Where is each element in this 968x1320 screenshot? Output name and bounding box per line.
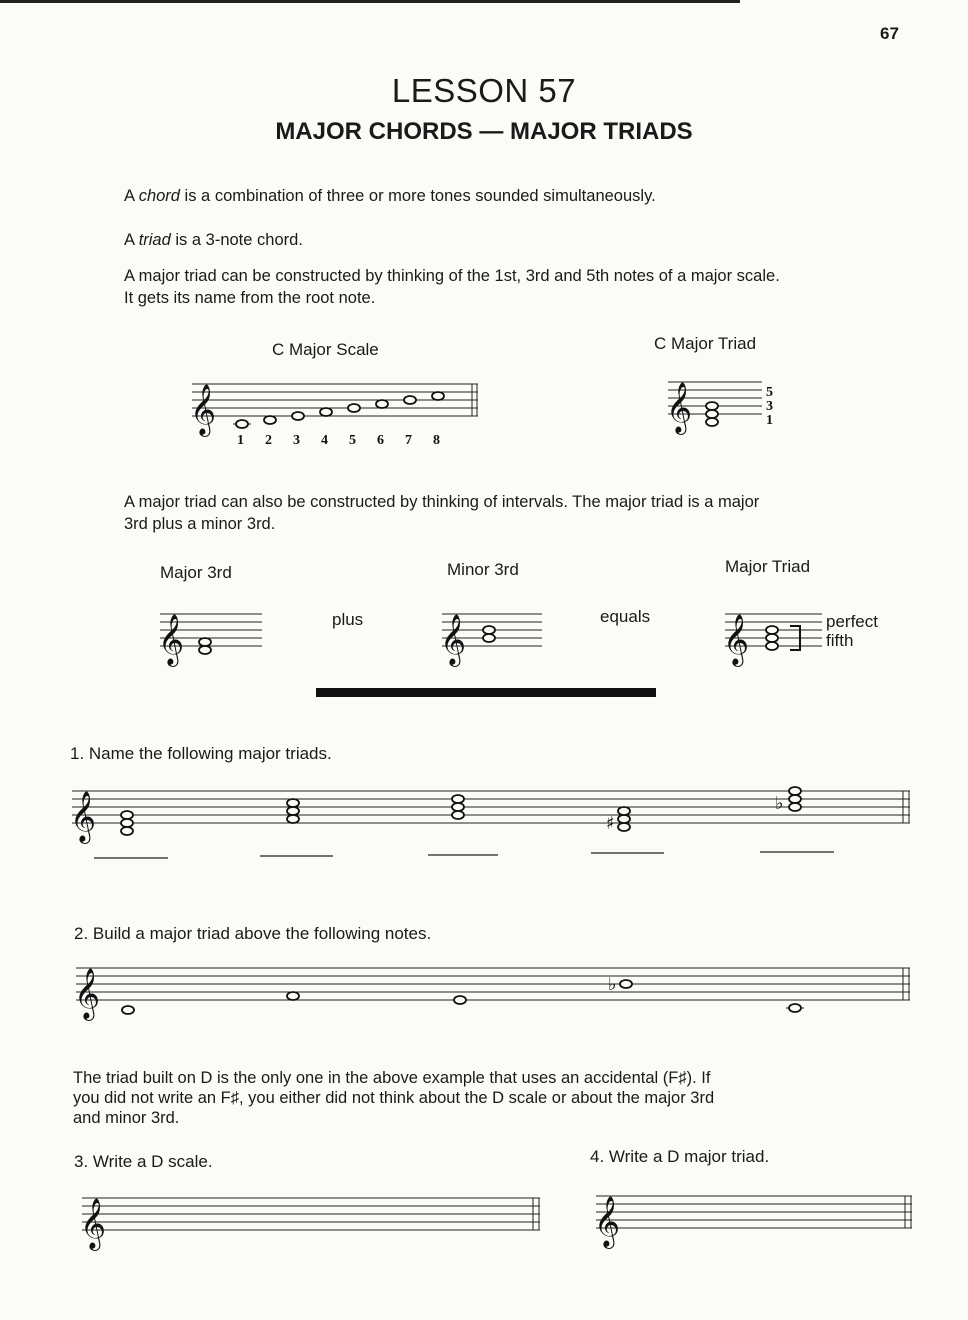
section-divider [316,688,656,697]
c-major-scale-label: C Major Scale [272,340,379,359]
note [199,638,211,646]
degree: 3 [766,399,773,414]
degree: 4 [321,433,328,448]
question-3-label: 3. Write a D scale. [74,1152,213,1171]
note [348,404,360,412]
major-3rd-label: Major 3rd [160,563,232,582]
note [121,811,133,819]
perfect-fifth-label [826,612,878,650]
c-major-scale-staff [190,384,478,437]
question-4-label: 4. Write a D major triad. [590,1147,770,1166]
note [620,980,632,988]
explanation-line-1: The triad built on D is the only one in the above example that uses an accidental (F♯). If [73,1069,711,1087]
note [287,992,299,1000]
flat-icon: ♭ [775,793,784,814]
scale-degree-numbers [237,433,440,448]
note [766,634,778,642]
note [199,646,211,654]
text-run: is a combination of three or more tones sounded simultaneously. [179,187,656,205]
treble-clef-icon: 𝄞 [70,791,97,842]
note [789,1004,801,1012]
note [452,803,464,811]
q1-staff [70,787,910,844]
note [454,996,466,1004]
page-number: 67 [880,24,899,43]
explanation-line-3: and minor 3rd. [73,1109,180,1127]
note [766,626,778,634]
note [452,795,464,803]
minor-3rd-label: Minor 3rd [447,560,519,579]
question-1-label: 1. Name the following major triads. [70,744,332,763]
c-major-triad-label: C Major Triad [654,334,757,353]
note [706,410,718,418]
intervals-text-1: A major triad can also be constructed by thinking of intervals. The major triad is a major [124,493,760,511]
question-2-label: 2. Build a major triad above the following notes. [74,924,432,943]
note [122,1006,134,1014]
note [766,642,778,650]
note [452,811,464,819]
q1-answer-blanks [94,852,834,858]
major-triad-staff [723,614,822,667]
note [432,392,444,400]
text-run: is a 3-note chord. [170,231,303,249]
note [320,408,332,416]
degree: 5 [766,385,773,400]
note [483,626,495,634]
degree: 3 [293,433,300,448]
treble-clef-icon: 𝄞 [594,1196,621,1247]
c-major-triad-staff [666,382,773,435]
note [287,815,299,823]
note [618,815,630,823]
treble-clef-icon: 𝄞 [440,614,467,665]
treble-clef-icon: 𝄞 [666,382,693,433]
plus-word: plus [332,610,364,629]
intervals-text-2: 3rd plus a minor 3rd. [124,515,276,533]
note [264,416,276,424]
note [483,634,495,642]
note [789,795,801,803]
note [287,807,299,815]
sharp-icon: ♯ [606,813,615,834]
note [121,827,133,835]
note [706,418,718,426]
note [121,819,133,827]
note [618,823,630,831]
equals-word: equals [600,607,651,626]
q4-staff [594,1196,912,1249]
treble-clef-icon: 𝄞 [190,384,217,435]
note [376,400,388,408]
degree: 7 [405,433,412,448]
major-triad-text-2: It gets its name from the root note. [124,289,376,307]
q2-staff [74,968,910,1021]
note [789,803,801,811]
degree: 1 [766,413,773,428]
term-triad: triad [138,231,171,249]
degree: 8 [433,433,440,448]
lesson-subtitle: MAJOR CHORDS — MAJOR TRIADS [275,118,693,145]
minor-3rd-staff [440,614,542,667]
degree: 1 [237,433,244,448]
explanation-line-2: you did not write an F♯, you either did not think about the D scale or about the major 3rd [73,1089,715,1107]
treble-clef-icon: 𝄞 [723,614,750,665]
note [404,396,416,404]
term-chord: chord [138,187,180,205]
degree: 5 [349,433,356,448]
treble-clef-icon: 𝄞 [158,614,185,665]
note [618,807,630,815]
fifth-word: fifth [826,631,854,650]
treble-clef-icon: 𝄞 [80,1198,107,1249]
note [236,420,248,428]
major-triad-text-1: A major triad can be constructed by thinking of the 1st, 3rd and 5th notes of a major scale. [124,267,780,285]
degree: 6 [377,433,384,448]
degree: 2 [265,433,272,448]
note [789,787,801,795]
note [287,799,299,807]
q3-staff [80,1198,540,1251]
treble-clef-icon: 𝄞 [74,968,101,1019]
major-3rd-staff [158,614,262,667]
note [292,412,304,420]
perfect-word: perfect [826,612,878,631]
text-run: A [124,231,139,249]
note [706,402,718,410]
major-triad-label: Major Triad [725,557,811,576]
text-run: A [124,187,139,205]
flat-icon: ♭ [608,974,617,995]
lesson-title: LESSON 57 [391,72,577,109]
